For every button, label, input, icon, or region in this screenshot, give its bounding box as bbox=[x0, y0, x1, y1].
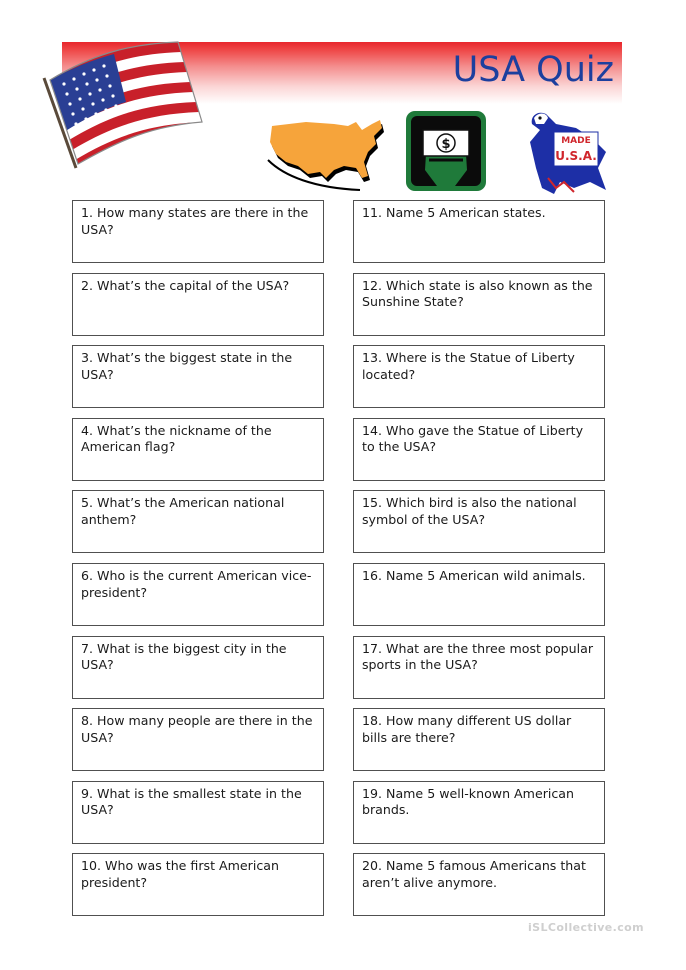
question-box-1: 1. How many states are there in the USA? bbox=[72, 200, 324, 263]
question-box-2: 2. What’s the capital of the USA? bbox=[72, 273, 324, 336]
question-box-14: 14. Who gave the Statue of Liberty to the USA? bbox=[353, 418, 605, 481]
question-box-17: 17. What are the three most popular sports in the USA? bbox=[353, 636, 605, 699]
question-box-20: 20. Name 5 famous Americans that aren’t alive anymore. bbox=[353, 853, 605, 916]
usa-flag-icon bbox=[40, 36, 208, 170]
question-box-15: 15. Which bird is also the national symbol of the USA? bbox=[353, 490, 605, 553]
page-title: USA Quiz bbox=[452, 50, 614, 90]
question-box-10: 10. Who was the first American president? bbox=[72, 853, 324, 916]
eagle-badge-usa: U.S.A. bbox=[555, 149, 597, 163]
question-box-12: 12. Which state is also known as the Sunshine State? bbox=[353, 273, 605, 336]
question-box-9: 9. What is the smallest state in the USA? bbox=[72, 781, 324, 844]
question-box-4: 4. What’s the nickname of the American flag? bbox=[72, 418, 324, 481]
question-box-7: 7. What is the biggest city in the USA? bbox=[72, 636, 324, 699]
question-box-6: 6. Who is the current American vice-president? bbox=[72, 563, 324, 626]
question-box-11: 11. Name 5 American states. bbox=[353, 200, 605, 263]
question-box-3: 3. What’s the biggest state in the USA? bbox=[72, 345, 324, 408]
question-box-16: 16. Name 5 American wild animals. bbox=[353, 563, 605, 626]
eagle-badge-made: MADE bbox=[561, 136, 591, 146]
question-box-5: 5. What’s the American national anthem? bbox=[72, 490, 324, 553]
watermark: iSLCollective.com bbox=[527, 921, 644, 934]
svg-text:$: $ bbox=[441, 137, 451, 152]
question-box-18: 18. How many different US dollar bills are there? bbox=[353, 708, 605, 771]
question-box-8: 8. How many people are there in the USA? bbox=[72, 708, 324, 771]
question-box-13: 13. Where is the Statue of Liberty located? bbox=[353, 345, 605, 408]
usa-map-icon bbox=[264, 114, 388, 196]
made-in-usa-eagle-icon bbox=[520, 108, 612, 196]
question-box-19: 19. Name 5 well-known American brands. bbox=[353, 781, 605, 844]
dollar-hand-icon bbox=[405, 110, 487, 192]
